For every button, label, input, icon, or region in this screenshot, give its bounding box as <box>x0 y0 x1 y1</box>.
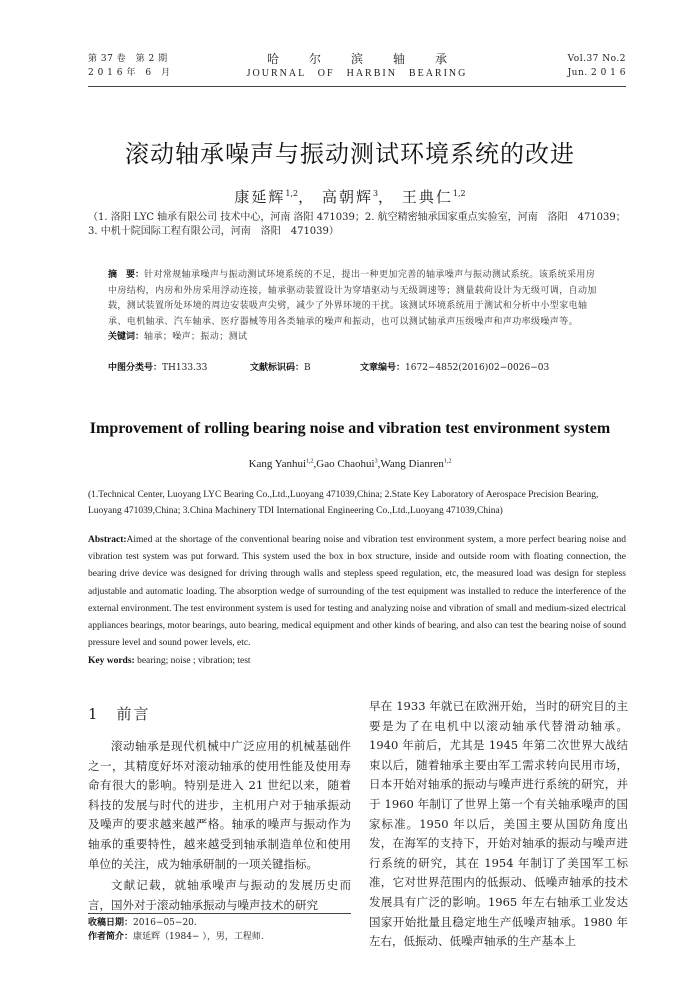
article-number <box>360 360 549 373</box>
abstract-label-en: Abstract: <box>88 535 127 545</box>
body-paragraph: 文献记载，就轴承噪声与振动的发展历史而言，国外对于滚动轴承振动与噪声技术的研究 <box>88 878 351 912</box>
author-bio-label: 作者简介： <box>88 932 134 942</box>
footnote-divider <box>88 913 351 914</box>
body-column-left <box>88 737 351 915</box>
author-affil-sup-en: 3 <box>374 458 378 465</box>
keywords-text-en: bearing; noise ; vibration; test <box>134 656 251 666</box>
author-name: 高朝辉 <box>321 188 373 206</box>
journal-name-cn: 哈尔滨轴承 <box>266 52 477 66</box>
authors-cn <box>0 186 700 207</box>
document-code <box>250 360 311 373</box>
header-center <box>88 52 626 81</box>
abstract-en <box>88 532 626 652</box>
author-affil-sup: 1,2 <box>285 189 299 198</box>
paper-title-en: Improvement of rolling bearing noise and vibration test environment system <box>89 420 611 437</box>
affiliation-en: (1.Technical Center, Luoyang LYC Bearing Co.,Ltd.,Luoyang 471039,China; 2.State Key Laboratory of Aerospace Precision Bearing, Luoyang 471039,China; 3.China Machinery TDI International Engineering Co.,Ltd.,Luoyang 471039,China) <box>88 490 599 516</box>
author-separator-en: , <box>377 458 381 470</box>
author-affil-sup: 1,2 <box>452 189 466 198</box>
keywords-label-cn: 关键词： <box>108 332 145 343</box>
keywords-label-en: Key words: <box>88 656 135 666</box>
received-label: 收稿日期： <box>88 918 134 928</box>
received-value: 2016−05−20. <box>133 918 197 928</box>
author-name-en: Wang Dianren <box>380 458 444 470</box>
author-separator: ， <box>298 188 316 206</box>
running-header <box>88 52 626 86</box>
author-name-en: Gao Chaohui <box>316 458 375 470</box>
header-right <box>568 52 626 80</box>
author-bio-value: 康延辉（1984− ），男，工程师. <box>133 932 264 942</box>
classification-row <box>108 360 608 374</box>
clc-label: 中图分类号： <box>108 363 163 373</box>
body-column-right <box>369 697 628 952</box>
clc-value: TH133.33 <box>162 363 208 373</box>
volume-issue-cn: 第 37 卷 第 2 期 <box>88 54 168 64</box>
received-date <box>88 916 351 930</box>
author-affil-sup: 3 <box>372 189 379 198</box>
body-paragraph: 滚动轴承是现代机械中广泛应用的机械基础件之一，其精度好坏对滚动轴承的使用性能及使用寿命有很大的影响。特别是进入 21 世纪以来，随着科技的发展与时代的进步，主机用户对于轴承振动及噪声的要求越来越严格。轴承的噪声与振动作为轴承的重要特性，越来越受到轴承制造单位和使用单位的关注，成为轴承研制的一项关键指标。 <box>88 739 351 871</box>
date-cn: 2 0 1 6 年 6 月 <box>88 68 171 78</box>
volume-issue-en: Vol.37 No.2 <box>567 54 626 64</box>
author-affil-sup-en: 1,2 <box>306 458 314 465</box>
author-name: 王典仁 <box>401 188 453 206</box>
author-bio <box>88 930 351 944</box>
section-heading: 1 前言 <box>88 705 151 723</box>
keywords-text-cn: 轴承；噪声；振动；测试 <box>144 332 248 343</box>
article-number-value: 1672−4852(2016)02−0026−03 <box>405 363 550 373</box>
author-separator-en: , <box>313 458 317 470</box>
body-paragraph-continued: 早在 1933 年就已在欧洲开始，当时的研究目的主要是为了在电机中以滚动轴承代替滑动轴承。1940 年前后，尤其是 1945 年第二次世界大战结束以后，随着轴承主要由军工需求转向民用市场，日本开始对轴承的振动与噪声进行系统的研究，并于 1960 年制订了世界上第一个有关轴承噪声的国家标准。1950 年以后，美国主要从国防角度出发，在海军的支持下，开始对轴承的振动与噪声进行系统的研究，其在 1954 年制订了美国军工标准，它对世界范围内的低振动、低噪声轴承的技术发展具有广泛的影响。1965 年左右轴承工业发达国家开始批量且稳定地生产低噪声轴承。1980 年左右，低振动、低噪声轴承的生产基本上 <box>369 699 628 949</box>
keywords-en <box>88 656 626 666</box>
abstract-cn <box>108 268 604 346</box>
authors-en <box>0 458 700 470</box>
affiliation-cn: （1. 洛阳 LYC 轴承有限公司 技术中心，河南 洛阳 471039；2. 航空精密轴承国家重点实验室，河南 洛阳 471039；3. 中机十院国际工程有限公司，河南 洛阳 471039） <box>88 212 626 237</box>
footnotes <box>88 916 351 944</box>
abstract-text-en: Aimed at the shortage of the conventional bearing noise and vibration test environment system, a more perfect bearing noise and vibration test system was put forward. This system used the box in box structure, inside and outside room with floating connection, the bearing drive device was designed for driving through walls and stepless speed regulation, etc, the measured load was design for stepless adjustable and automatic loading. The absorption wedge of surrounding of the test equipment was installed to reduce the interference of the external environment. The test environment system is used for testing and analyzing noise and vibration of small and medium-sized electrical appliances bearings, motor bearings, auto bearing, medical equipment and other kinds of bearing, and also can test the bearing noise of sound pressure level and sound power levels, etc. <box>88 535 627 649</box>
paper-title-cn: 滚动轴承噪声与振动测试环境系统的改进 <box>125 140 575 168</box>
doc-code-label: 文献标识码： <box>250 363 305 373</box>
author-affil-sup-en: 1,2 <box>443 458 452 465</box>
abstract-text-cn: 针对常规轴承噪声与振动测试环境系统的不足，提出一种更加完善的轴承噪声与振动测试系统。该系统采用房中房结构，内房和外房采用浮动连接，轴承驱动装置设计为穿墙驱动与无级调速等；测量载荷设计为无级可调，自动加载，测试装置所处环境的周边安装吸声尖劈，减少了外界环境的干扰。该测试环境系统用于测试和分析中小型家电轴承、电机轴承、汽车轴承、医疗器械等用各类轴承的噪声和振动，也可以测试轴承声压级噪声和声功率级噪声等。 <box>108 270 597 327</box>
author-name-en: Kang Yanhui <box>248 458 307 470</box>
author-separator: ， <box>378 188 396 206</box>
author-name: 康延辉 <box>234 188 286 206</box>
header-divider <box>88 86 626 87</box>
doc-code-value: B <box>304 363 311 373</box>
journal-name-en: JOURNAL OF HARBIN BEARING <box>246 68 468 79</box>
clc-number <box>108 360 207 373</box>
abstract-label-cn: 摘 要： <box>108 270 145 280</box>
article-number-label: 文章编号： <box>360 363 406 373</box>
date-en: Jun. 2 0 1 6 <box>567 68 626 78</box>
